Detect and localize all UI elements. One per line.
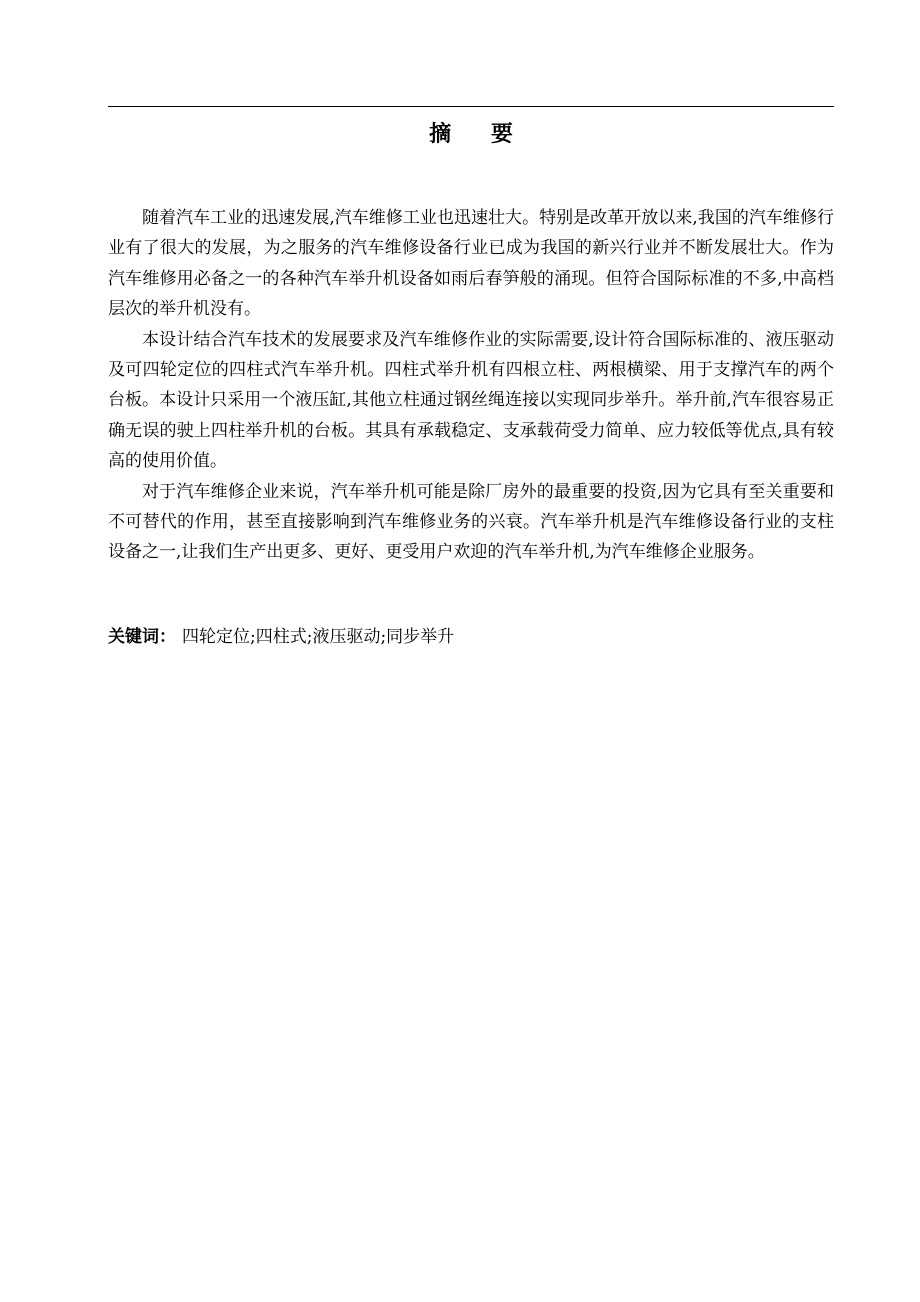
keywords-label: 关键词： (108, 627, 176, 647)
abstract-paragraph-2: 本设计结合汽车技术的发展要求及汽车维修作业的实际需要,设计符合国际标准的、液压驱动及可四轮定位的四柱式汽车举升机。四柱式举升机有四根立柱、两根横梁、用于支撑汽车的两个台板。本设计只采用一个液压缸,其他立柱通过钢丝绳连接以实现同步举升。举升前,汽车很容易正确无误的驶上四柱举升机的台板。其具有承载稳定、支承载荷受力简单、应力较低等优点,具有较高的使用价值。 (108, 329, 834, 472)
abstract-paragraph-3: 对于汽车维修企业来说，汽车举升机可能是除厂房外的最重要的投资,因为它具有至关重要和不可替代的作用，甚至直接影响到汽车维修业务的兴衰。汽车举升机是汽车维修设备行业的支柱设备之一,让我们生产出更多、更好、更受用户欢迎的汽车举升机,为汽车维修企业服务。 (108, 481, 834, 563)
keywords-line (108, 622, 834, 652)
page-title: 摘 要 (429, 122, 529, 147)
abstract-body (108, 203, 834, 568)
header-rule (108, 106, 834, 107)
keywords-value: 四轮定位;四柱式;液压驱动;同步举升 (182, 627, 455, 647)
abstract-paragraph-1: 随着汽车工业的迅速发展,汽车维修工业也迅速壮大。特别是改革开放以来,我国的汽车维修行业有了很大的发展，为之服务的汽车维修设备行业已成为我国的新兴行业并不断发展壮大。作为汽车维修用必备之一的各种汽车举升机设备如雨后春笋般的涌现。但符合国际标准的不多,中高档层次的举升机没有。 (108, 208, 834, 320)
